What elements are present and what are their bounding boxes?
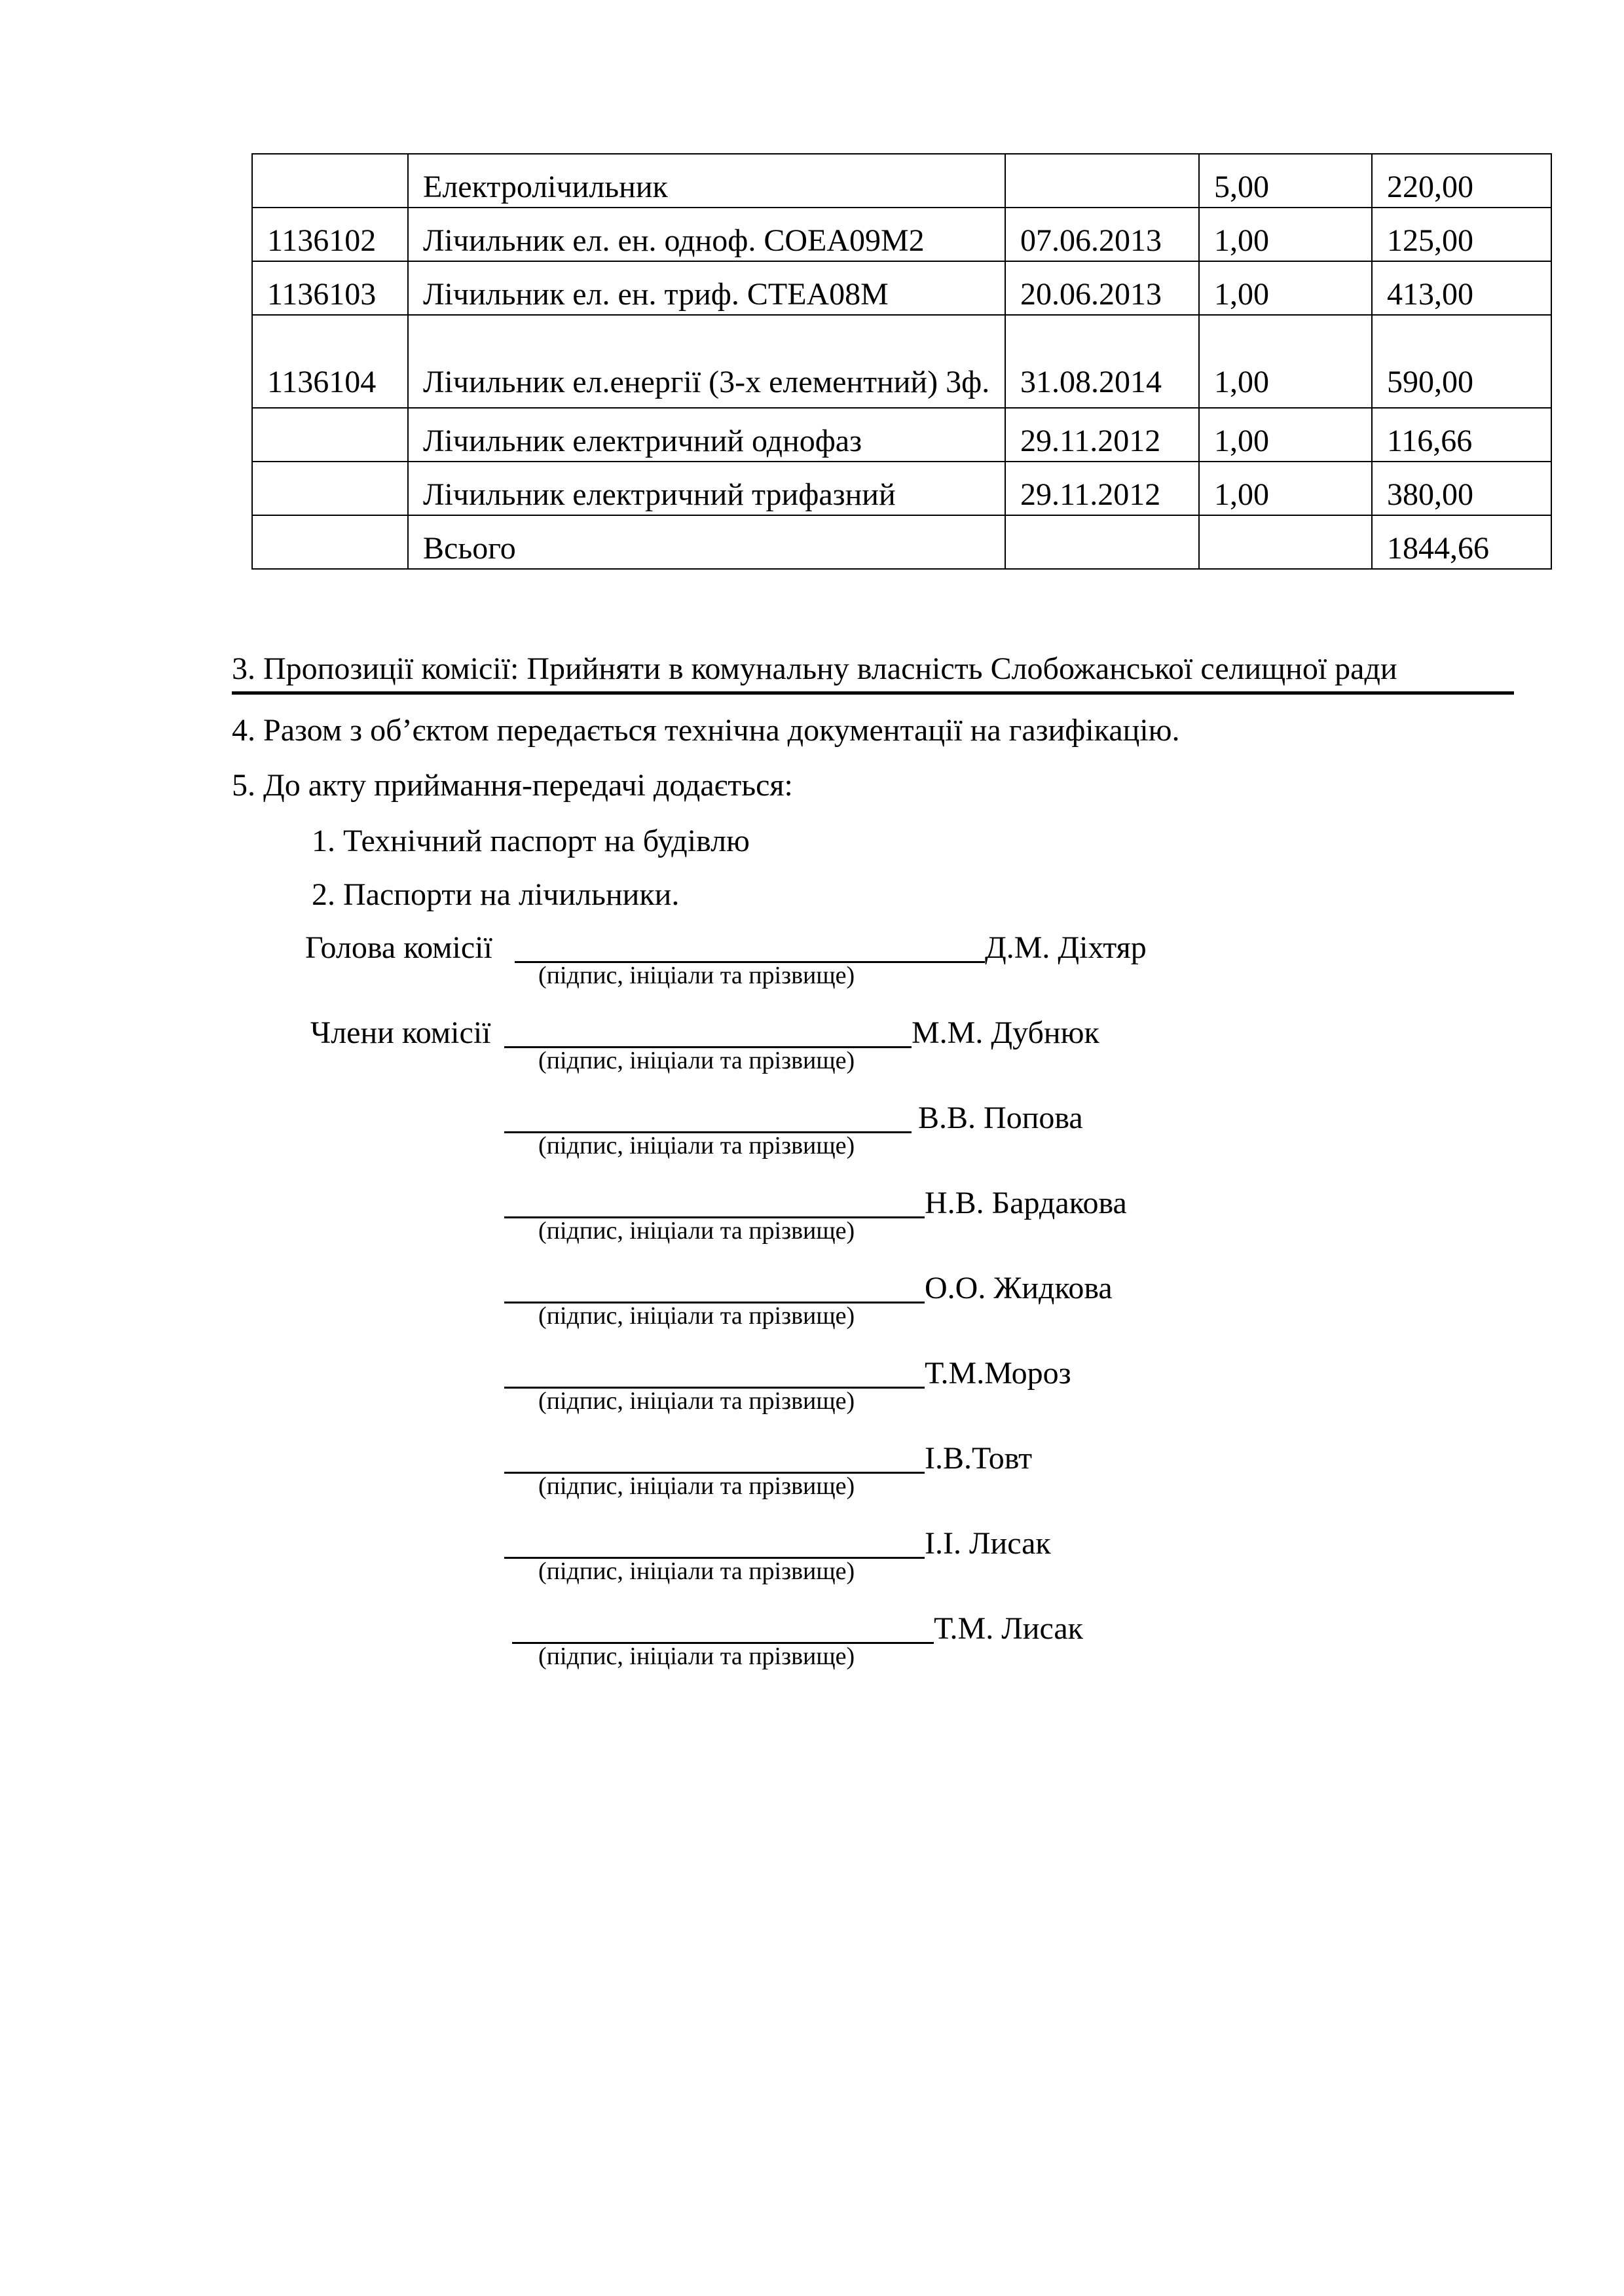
quantity-cell: 1,00 (1199, 261, 1372, 315)
signature-caption: (підпис, ініціали та прізвище) (538, 1132, 855, 1159)
quantity-cell: 1,00 (1199, 462, 1372, 515)
item-name-cell: Лічильник електричний трифазний (408, 462, 1005, 515)
quantity-cell: 1,00 (1199, 315, 1372, 408)
signature-caption: (підпис, ініціали та прізвище) (538, 1387, 855, 1415)
table-row (252, 408, 1551, 462)
member-name: В.В. Попова (918, 1101, 1083, 1135)
inventory-number-cell (252, 462, 408, 515)
member-name: Т.М.Мороз (925, 1356, 1071, 1391)
signature-caption: (підпис, ініціали та прізвище) (538, 1302, 855, 1330)
item-name-cell: Лічильник ел. ен. триф. СТЕА08М (408, 261, 1005, 315)
date-cell: 29.11.2012 (1005, 462, 1199, 515)
item-name-cell: Електролічильник (408, 154, 1005, 208)
table-row (252, 261, 1551, 315)
table-row (252, 315, 1551, 408)
signature-caption: (підпис, ініціали та прізвище) (538, 1047, 855, 1074)
inventory-number-cell: 1136103 (252, 261, 408, 315)
date-cell (1005, 154, 1199, 208)
signature-caption: (підпис, ініціали та прізвище) (538, 1643, 855, 1670)
signature-caption: (підпис, ініціали та прізвище) (538, 962, 855, 989)
signature-caption: (підпис, ініціали та прізвище) (538, 1217, 855, 1245)
amount-cell: 116,66 (1372, 408, 1551, 462)
attachment-item: 2. Паспорти на лічильники. (312, 877, 680, 912)
table-total-row (252, 515, 1551, 569)
members-role-label: Члени комісії (310, 1015, 491, 1050)
amount-cell: 413,00 (1372, 261, 1551, 315)
meters-table (251, 153, 1552, 570)
attachment-item: 1. Технічний паспорт на будівлю (312, 824, 750, 858)
quantity-cell (1199, 515, 1372, 569)
item-name-cell: Лічильник електричний однофаз (408, 408, 1005, 462)
inventory-number-cell: 1136102 (252, 208, 408, 261)
total-label-cell: Всього (408, 515, 1005, 569)
signature-caption: (підпис, ініціали та прізвище) (538, 1472, 855, 1500)
signature-caption: (підпис, ініціали та прізвище) (538, 1558, 855, 1585)
inventory-number-cell (252, 408, 408, 462)
quantity-cell: 5,00 (1199, 154, 1372, 208)
member-name: І.В.Товт (925, 1441, 1033, 1476)
inventory-number-cell (252, 515, 408, 569)
amount-cell: 125,00 (1372, 208, 1551, 261)
member-name: О.О. Жидкова (925, 1271, 1113, 1305)
inventory-number-cell: 1136104 (252, 315, 408, 408)
chair-name: Д.М. Діхтяр (985, 930, 1147, 965)
quantity-cell: 1,00 (1199, 208, 1372, 261)
date-cell (1005, 515, 1199, 569)
table-row (252, 462, 1551, 515)
quantity-cell: 1,00 (1199, 408, 1372, 462)
attachments-heading: 5. До акту приймання-передачі додається: (232, 768, 793, 803)
item-name-cell: Лічильник ел. ен. одноф. СОЕА09М2 (408, 208, 1005, 261)
member-name: Н.В. Бардакова (925, 1186, 1127, 1220)
total-amount-cell: 1844,66 (1372, 515, 1551, 569)
date-cell: 29.11.2012 (1005, 408, 1199, 462)
commission-proposal: 3. Пропозиції комісії: Прийняти в комунальну власність Слобожанської селищної ради (232, 649, 1514, 695)
date-cell: 31.08.2014 (1005, 315, 1199, 408)
amount-cell: 590,00 (1372, 315, 1551, 408)
date-cell: 07.06.2013 (1005, 208, 1199, 261)
documentation-note: 4. Разом з об’єктом передається технічна документації на газифікацію. (232, 713, 1180, 748)
member-name: І.І. Лисак (925, 1526, 1051, 1561)
chair-role-label: Голова комісії (305, 930, 492, 965)
table-row (252, 154, 1551, 208)
member-name: Т.М. Лисак (934, 1611, 1083, 1646)
item-name-cell: Лічильник ел.енергії (3-х елементний) 3ф. (408, 315, 1005, 408)
member-name: М.М. Дубнюк (912, 1015, 1099, 1050)
amount-cell: 220,00 (1372, 154, 1551, 208)
date-cell: 20.06.2013 (1005, 261, 1199, 315)
table-row (252, 208, 1551, 261)
amount-cell: 380,00 (1372, 462, 1551, 515)
inventory-number-cell (252, 154, 408, 208)
